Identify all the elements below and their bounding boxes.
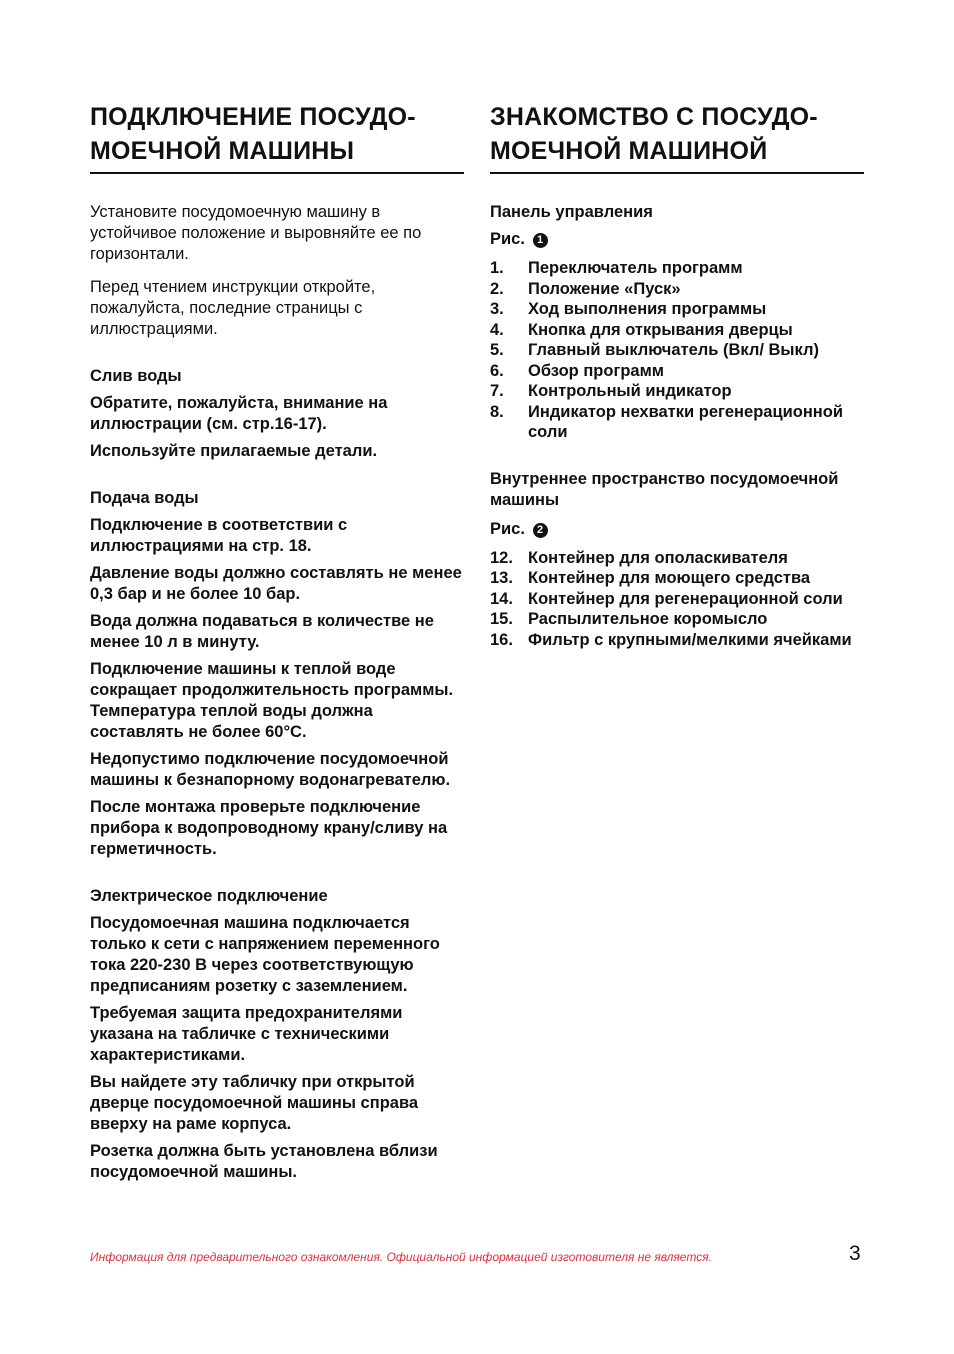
list-item-number: 6. [490, 361, 504, 380]
list-item [490, 299, 864, 320]
list-item [490, 609, 864, 630]
drain-heading: Слив воды [90, 367, 182, 385]
title-line: МОЕЧНОЙ МАШИНОЙ [490, 137, 768, 165]
title-line: МОЕЧНОЙ МАШИНЫ [90, 137, 355, 165]
list-item-number: 15. [490, 610, 513, 628]
left-column [90, 100, 464, 1183]
electrical-paragraph: Посудомоечная машина подключается только к сети с напряжением переменного тока 220-230 В через соответствующую предписаниям розетку с заземлением. [90, 914, 440, 995]
list-item [490, 381, 864, 402]
list-item-text: Фильтр с крупными/мелкими ячейками [528, 630, 852, 649]
interior-list [490, 548, 864, 651]
list-item [490, 320, 864, 341]
list-item-text: Переключатель программ [528, 259, 743, 277]
list-item-number: 16. [490, 630, 513, 649]
list-item [490, 548, 864, 569]
figure-reference [490, 229, 864, 250]
list-item-text: Контейнер для ополаскивателя [528, 548, 788, 567]
figure-label: Рис. [490, 230, 525, 248]
list-item-number: 5. [490, 341, 504, 359]
supply-paragraph: Недопустимо подключение посудомоечной машины к безнапорному водонагревателю. [90, 750, 451, 789]
supply-paragraph: Давление воды должно составлять не менее 0,3 бар и не более 10 бар. [90, 564, 462, 603]
right-column [490, 100, 864, 650]
list-item [490, 340, 864, 361]
control-panel-heading: Панель управления [490, 203, 653, 221]
figure-number-badge: 1 [533, 233, 548, 248]
electrical-paragraph: Розетка должна быть установлена вблизи посудомоечной машины. [90, 1142, 438, 1181]
list-item-number: 3. [490, 300, 504, 318]
supply-heading: Подача воды [90, 489, 199, 507]
supply-paragraph: Подключение в соответствии с иллюстрациями на стр. 18. [90, 516, 348, 555]
list-item [490, 258, 864, 279]
supply-paragraph: После монтажа проверьте подключение прибора к водопроводному крану/сливу на герметичность. [90, 798, 448, 858]
list-item-number: 12. [490, 548, 513, 567]
list-item-text: Ход выполнения программы [528, 300, 767, 318]
electrical-heading: Электрическое подключение [90, 887, 328, 905]
list-item-text: Контейнер для моющего средства [528, 569, 811, 587]
drain-paragraph: Обратите, пожалуйста, внимание на иллюстрации (см. стр.16-17). [90, 394, 388, 433]
control-panel-list [490, 258, 864, 443]
section-title-overview [490, 100, 864, 174]
list-item-text: Положение «Пуск» [528, 279, 681, 298]
section-title-connection [90, 100, 464, 174]
page-number: 3 [849, 1242, 861, 1265]
figure-number-badge: 2 [533, 523, 548, 538]
list-item-number: 8. [490, 402, 504, 421]
list-item-number: 4. [490, 320, 504, 339]
list-item-text: Контрольный индикатор [528, 382, 732, 400]
electrical-paragraph: Вы найдете эту табличку при открытой дверце посудомоечной машины справа вверху на раме корпуса. [90, 1073, 419, 1133]
supply-paragraph: Подключение машины к теплой воде сокращает продолжительность программы. Температура теплой воды должна составлять не более 60°С. [90, 660, 454, 741]
list-item-number: 1. [490, 259, 504, 277]
list-item-text: Кнопка для открывания дверцы [528, 320, 793, 339]
list-item-text: Главный выключатель (Вкл/ Выкл) [528, 341, 819, 359]
title-line: ПОДКЛЮЧЕНИЕ ПОСУДО- [90, 103, 416, 131]
list-item-number: 2. [490, 279, 504, 298]
list-item [490, 279, 864, 300]
list-item [490, 589, 864, 610]
drain-paragraph: Используйте прилагаемые детали. [90, 442, 378, 460]
list-item-text: Индикатор нехватки регенерационной соли [528, 402, 843, 441]
intro-paragraph: Установите посудомоечную машину в устойчивое положение и выровняйте ее по горизонтали. [90, 203, 422, 263]
list-item [490, 568, 864, 589]
title-line: ЗНАКОМСТВО С ПОСУДО- [490, 103, 818, 131]
interior-heading: Внутреннее пространство посудомоечной машины [490, 469, 839, 509]
list-item [490, 630, 864, 651]
list-item [490, 402, 864, 443]
list-item [490, 361, 864, 382]
list-item-number: 7. [490, 382, 504, 400]
supply-paragraph: Вода должна подаваться в количестве не менее 10 л в минуту. [90, 612, 434, 651]
figure-label: Рис. [490, 519, 525, 538]
list-item-text: Распылительное коромысло [528, 610, 768, 628]
electrical-paragraph: Требуемая защита предохранителями указана на табличке с техническими характеристиками. [90, 1004, 403, 1064]
figure-reference [490, 519, 864, 540]
list-item-number: 14. [490, 589, 513, 608]
list-item-number: 13. [490, 569, 513, 587]
list-item-text: Обзор программ [528, 361, 665, 380]
footer-disclaimer: Информация для предварительного ознакомления. Официальной информацией изготовителя не является. [90, 1250, 712, 1264]
intro-paragraph: Перед чтением инструкции откройте, пожалуйста, последние страницы с иллюстрациями. [90, 278, 376, 338]
list-item-text: Контейнер для регенерационной соли [528, 589, 843, 608]
